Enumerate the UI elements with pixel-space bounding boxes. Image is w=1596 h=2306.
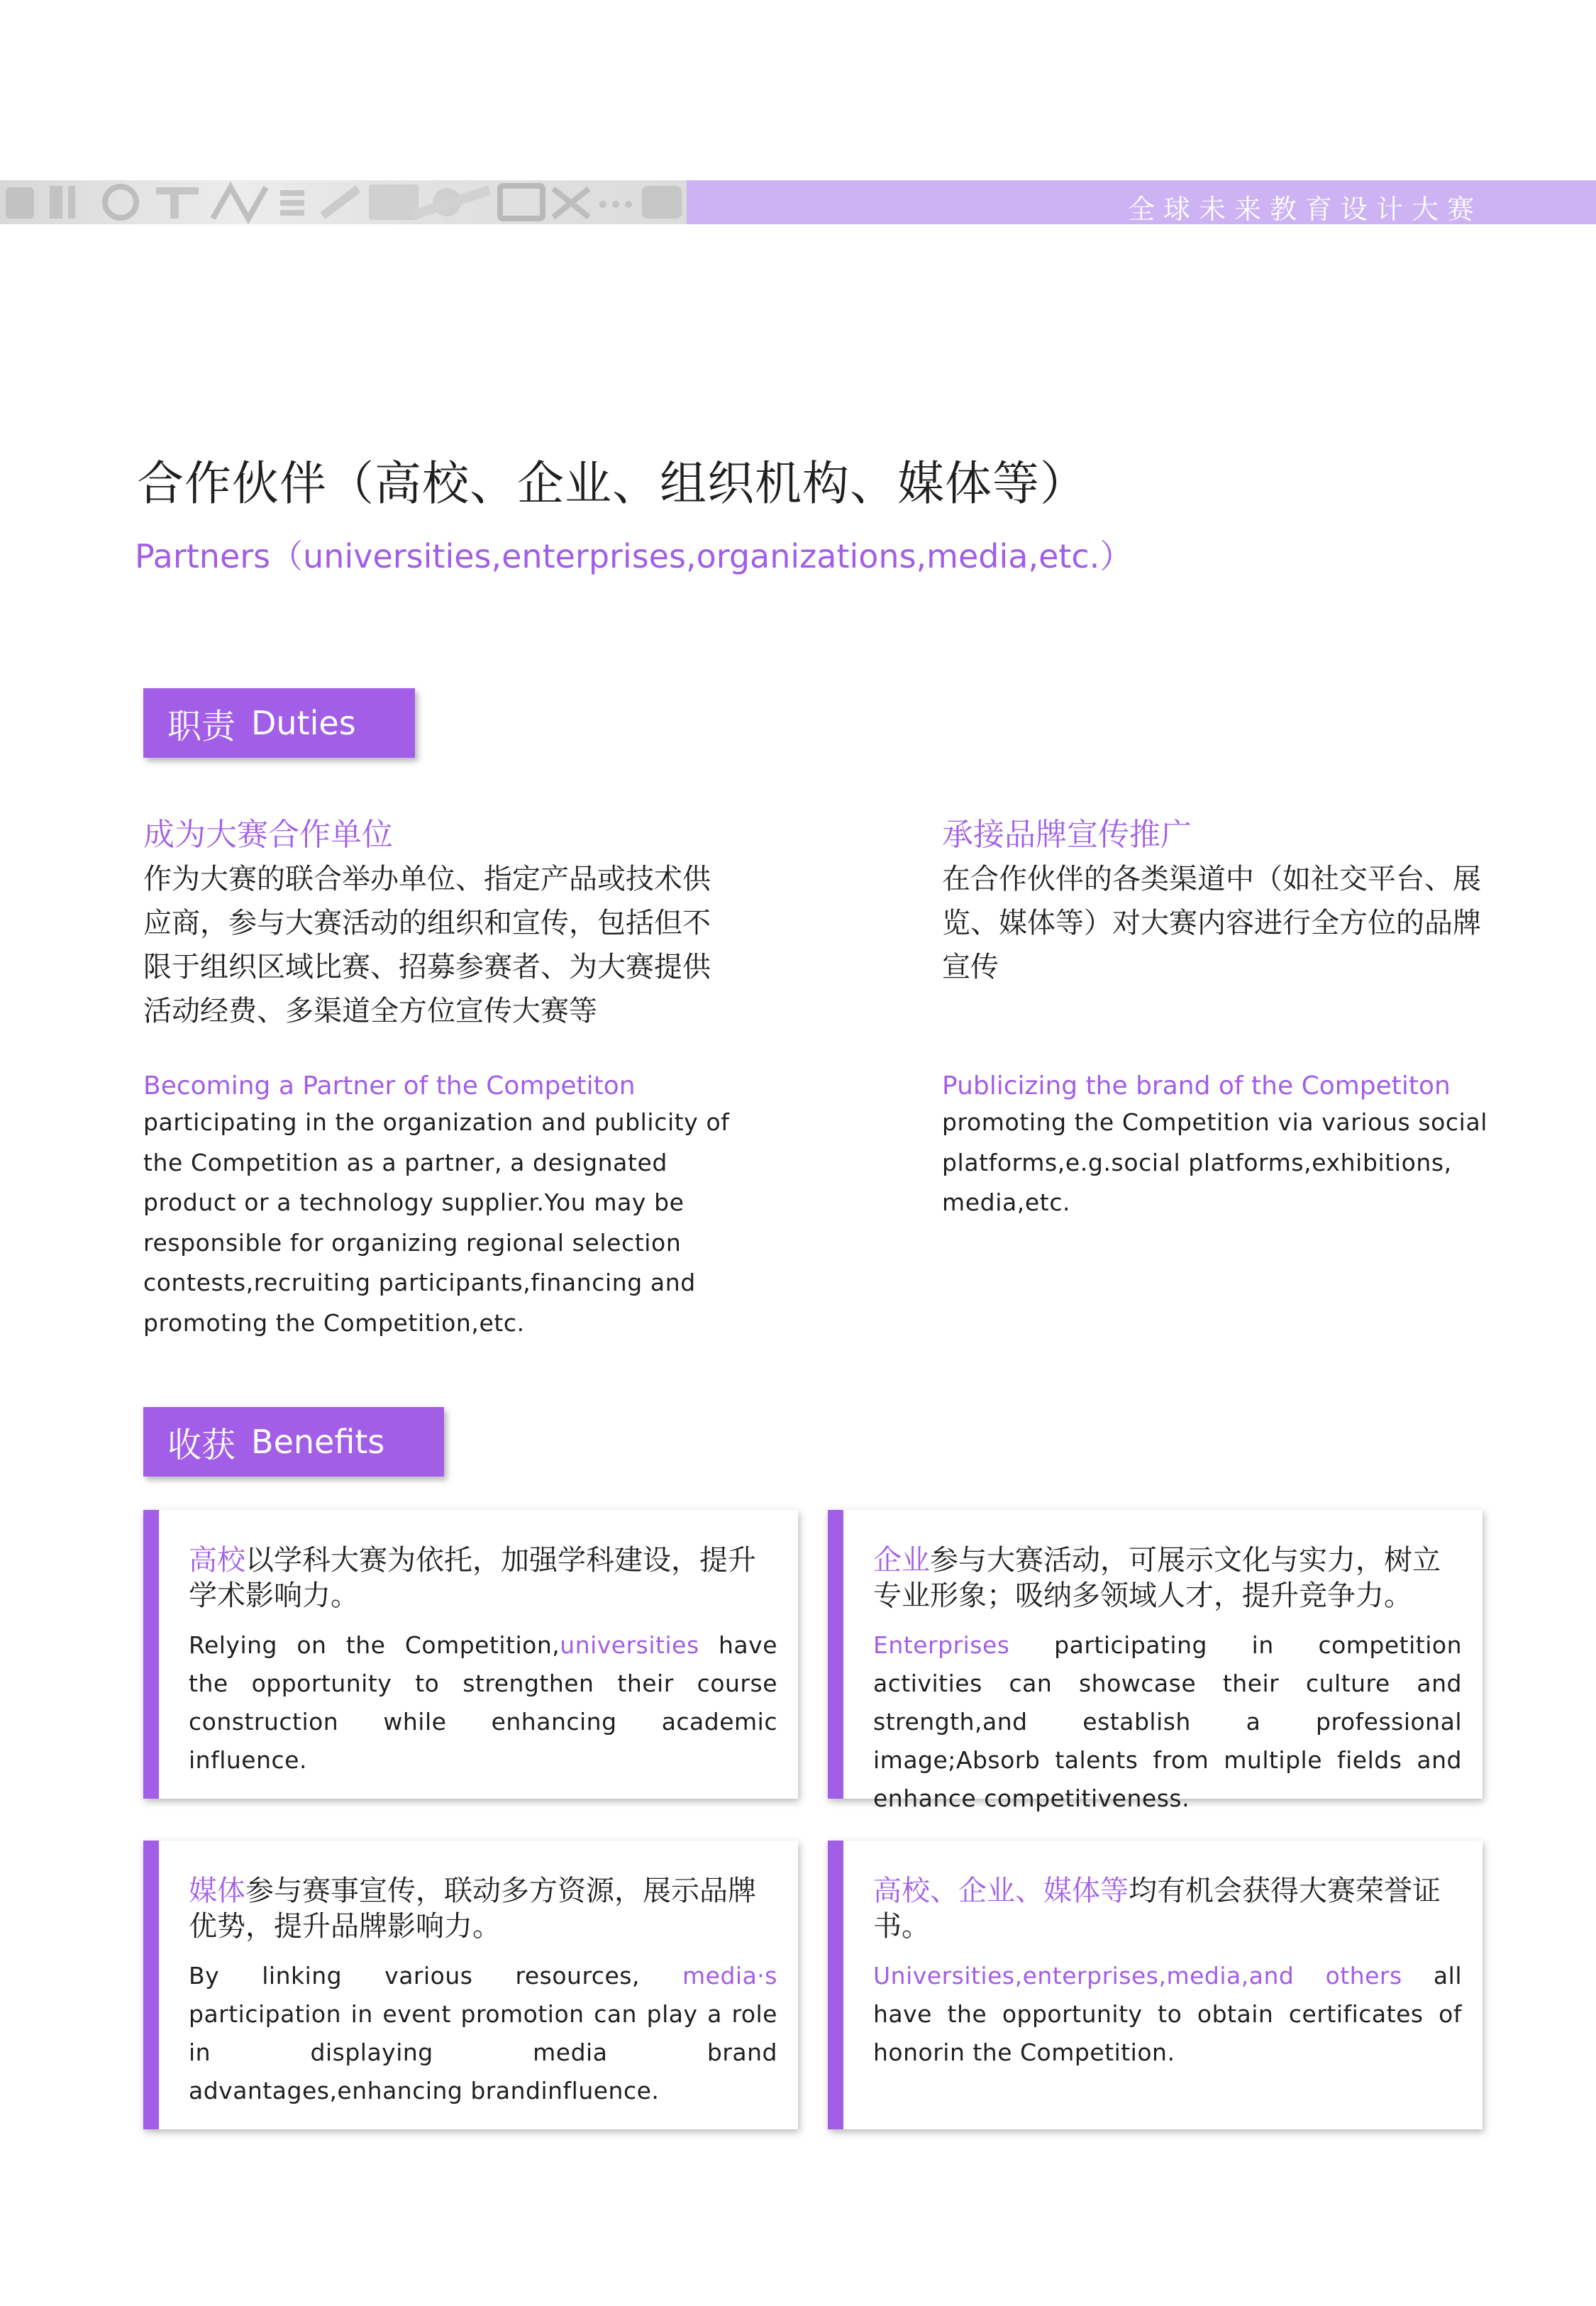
duty-left-heading-cn: 成为大赛合作单位 [143,817,393,853]
card-en-before: By linking various resources, [189,1962,683,1990]
card-accent-bar [143,1841,159,2129]
duty-right-body-cn: 在合作伙伴的各类渠道中（如社交平台、展览、媒体等）对大赛内容进行全方位的品牌宣传 [942,863,1481,983]
benefits-section-tag [143,1407,444,1477]
benefits-tag-cn: 收获 [167,1425,236,1465]
card-en-text [189,1626,777,1780]
card-cn-text [873,1543,1462,1613]
benefit-card-media [143,1841,798,2129]
card-en-text [873,1957,1462,2072]
card-en-before: Relying on the Competition, [189,1631,560,1659]
card-cn-highlight: 高校 [189,1544,245,1577]
duty-right-heading-cn: 承接品牌宣传推广 [942,817,1192,853]
card-cn-text [189,1543,777,1613]
header-pattern-strip [0,180,687,224]
header-pattern-icon [0,180,687,224]
card-en-highlight: media·s [682,1962,777,1990]
benefit-card-all [828,1841,1483,2129]
card-en-highlight: Universities,enterprises,media,and others [873,1962,1402,1990]
card-cn-highlight: 企业 [873,1544,930,1577]
card-en-highlight: Enterprises [873,1631,1010,1659]
card-cn-rest: 均有机会获得大赛荣誉证书。 [873,1875,1441,1943]
duty-left-body-cn: 作为大赛的联合举办单位、指定产品或技术供应商，参与大赛活动的组织和宣传，包括但不限于组织区域比赛、招募参赛者、为大赛提供活动经费、多渠道全方位宣传大赛等 [143,863,711,1027]
card-cn-highlight: 媒体 [189,1875,245,1907]
duties-tag-cn: 职责 [167,706,236,746]
page-title-en: Partners（universities,enterprises,organizations,media,etc.） [135,537,1133,575]
card-cn-rest: 以学科大赛为依托，加强学科建设，提升学术影响力。 [189,1544,756,1612]
duty-right-body-en: promoting the Competition via various social platforms,e.g.social platforms,exhibitions, media,etc. [942,1108,1488,1216]
header-band [0,180,1596,224]
benefit-card-universities [143,1510,798,1799]
card-accent-bar [828,1510,843,1799]
card-cn-text [873,1873,1462,1944]
duty-right-column [942,813,1545,1216]
page-title-cn: 合作伙伴（高校、企业、组织机构、媒体等） [137,456,1087,511]
header-title: 全球未来教育设计大赛 [1127,194,1483,225]
card-en-after: participation in event promotion can play a role in displaying media brand advantages,enhancing brandinfluence. [189,2000,777,2104]
card-cn-rest: 参与赛事宣传，联动多方资源，展示品牌优势，提升品牌影响力。 [189,1875,756,1943]
card-en-after: have the opportunity to strengthen their course construction while enhancing academic influence. [189,1631,777,1774]
card-cn-text [189,1873,777,1944]
duties-tag-en: Duties [251,704,356,742]
card-cn-rest: 参与大赛活动，可展示文化与实力，树立专业形象；吸纳多领域人才，提升竞争力。 [873,1544,1441,1612]
duties-section-tag [143,688,415,758]
header-title-bar [687,180,1596,224]
card-en-highlight: universities [560,1631,699,1659]
card-accent-bar [828,1841,843,2129]
duty-right-heading-en: Publicizing the brand of the Competiton [942,1071,1451,1100]
card-accent-bar [143,1510,159,1799]
card-en-after: all have the opportunity to obtain certificates of honorin the Competition. [873,1962,1462,2066]
card-en-text [189,1957,777,2110]
duty-left-column [143,813,746,1337]
duty-left-heading-en: Becoming a Partner of the Competiton [143,1071,636,1100]
duty-left-body-en: participating in the organization and publicity of the Competition as a partner, a designated product or a technology supplier.You may be responsible for organizing regional selection contests,recruiting participants,financing and promoting the Competition,etc. [143,1108,730,1337]
benefits-tag-en: Benefits [251,1423,385,1461]
benefit-card-enterprises [828,1510,1483,1812]
card-cn-highlight: 高校、企业、媒体等 [873,1875,1129,1907]
card-en-after: participating in competition activities can showcase their culture and strength,and establish a professional image;Absorb talents from multiple fields and enhance competitiveness. [873,1631,1462,1812]
card-en-text [873,1626,1462,1818]
